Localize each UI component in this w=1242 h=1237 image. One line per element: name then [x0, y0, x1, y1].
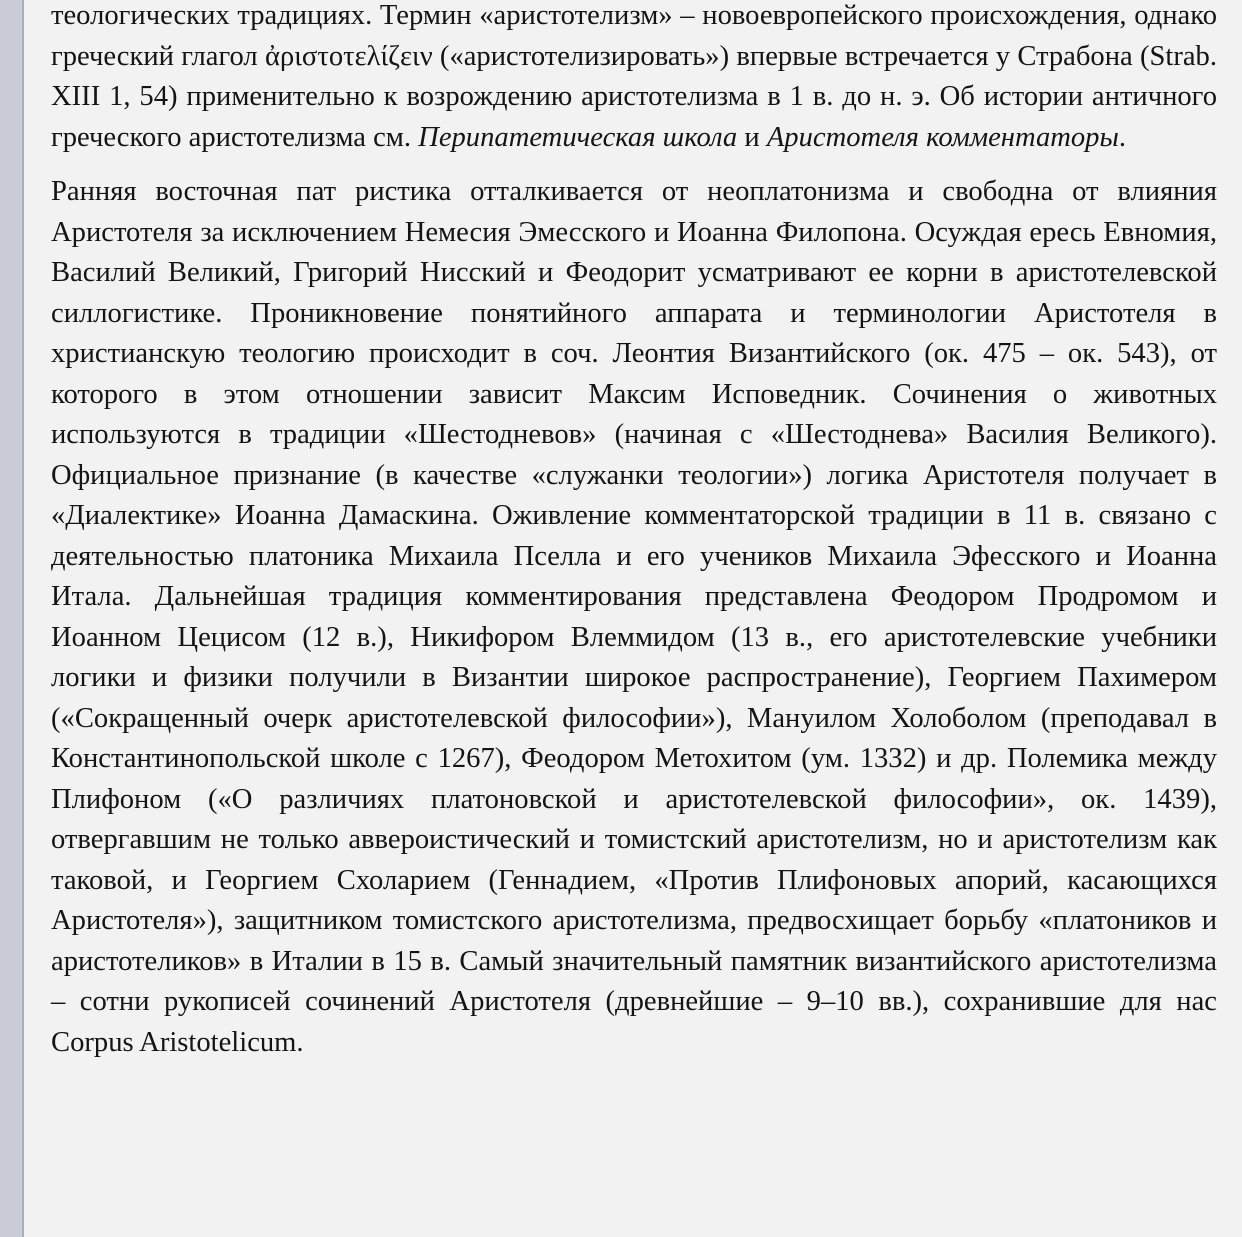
- link-peripatetic-school[interactable]: Перипатетическая школа: [418, 121, 738, 153]
- conjunction: и: [737, 121, 767, 153]
- document-page: [26, 0, 1242, 1237]
- link-aristotle-commentators[interactable]: Аристотеля комментаторы: [766, 121, 1119, 153]
- left-panel-edge: [0, 0, 24, 1237]
- article-text: [51, 0, 1217, 1063]
- paragraph-1-text: теологических традициях. Термин «аристотелизм» – новоевропейского происхождения, однако греческий глагол ἀριστοτελίζειν («аристотелизировать») впервые встречается у Страбона (Strab. XIII 1, 54) применительно к возрождению аристотелизма в 1 в. до н. э. Об истории античного греческого аристотелизма см.: [51, 0, 1217, 153]
- paragraph-1: [51, 0, 1217, 158]
- paragraph-1-end: .: [1118, 121, 1127, 153]
- paragraph-2: Ранняя восточная пат ристика отталкивается от неоплатонизма и свободна от влияния Аристотеля за исключением Немесия Эмесского и Иоанна Филопона. Осуждая ересь Евномия, Василий Великий, Григорий Нисский и Феодорит усматривают ее корни в аристотелевской силлогистике. Проникновение понятийного аппарата и терминологии Аристотеля в христианскую теологию происходит в соч. Леонтия Византийского (ок. 475 – ок. 543), от которого в этом отношении зависит Максим Исповедник. Сочинения о животных используются в традиции «Шестодневов» (начиная с «Шестоднева» Василия Великого). Официальное признание (в качестве «служанки теологии») логика Аристотеля получает в «Диалектике» Иоанна Дамаскина. Оживление комментаторской традиции в 11 в. связано с деятельностью платоника Михаила Пселла и его учеников Михаила Эфесского и Иоанна Итала. Дальнейшая традиция комментирования представлена Феодором Продромом и Иоанном Цецисом (12 в.), Никифором Влеммидом (13 в., его аристотелевские учебники логики и физики получили в Византии широкое распространение), Георгием Пахимером («Сокращенный очерк аристотелевской философии»), Мануилом Холоболом (преподавал в Константинопольской школе с 1267), Феодором Метохитом (ум. 1332) и др. Полемика между Плифоном («О различиях платоновской и аристотелевской философии», ок. 1439), отвергавшим не только аввероистический и томистский аристотелизм, но и аристотелизм как таковой, и Георгием Схоларием (Геннадием, «Против Плифоновых апорий, касающихся Аристотеля»), защитником томистского аристотелизма, предвосхищает борьбу «платоников и аристотеликов» в Италии в 15 в. Самый значительный памятник византийского аристотелизма – сотни рукописей сочинений Аристотеля (древнейшие – 9–10 вв.), сохранившие для нас Corpus Aristotelicum.: [51, 176, 1217, 1058]
